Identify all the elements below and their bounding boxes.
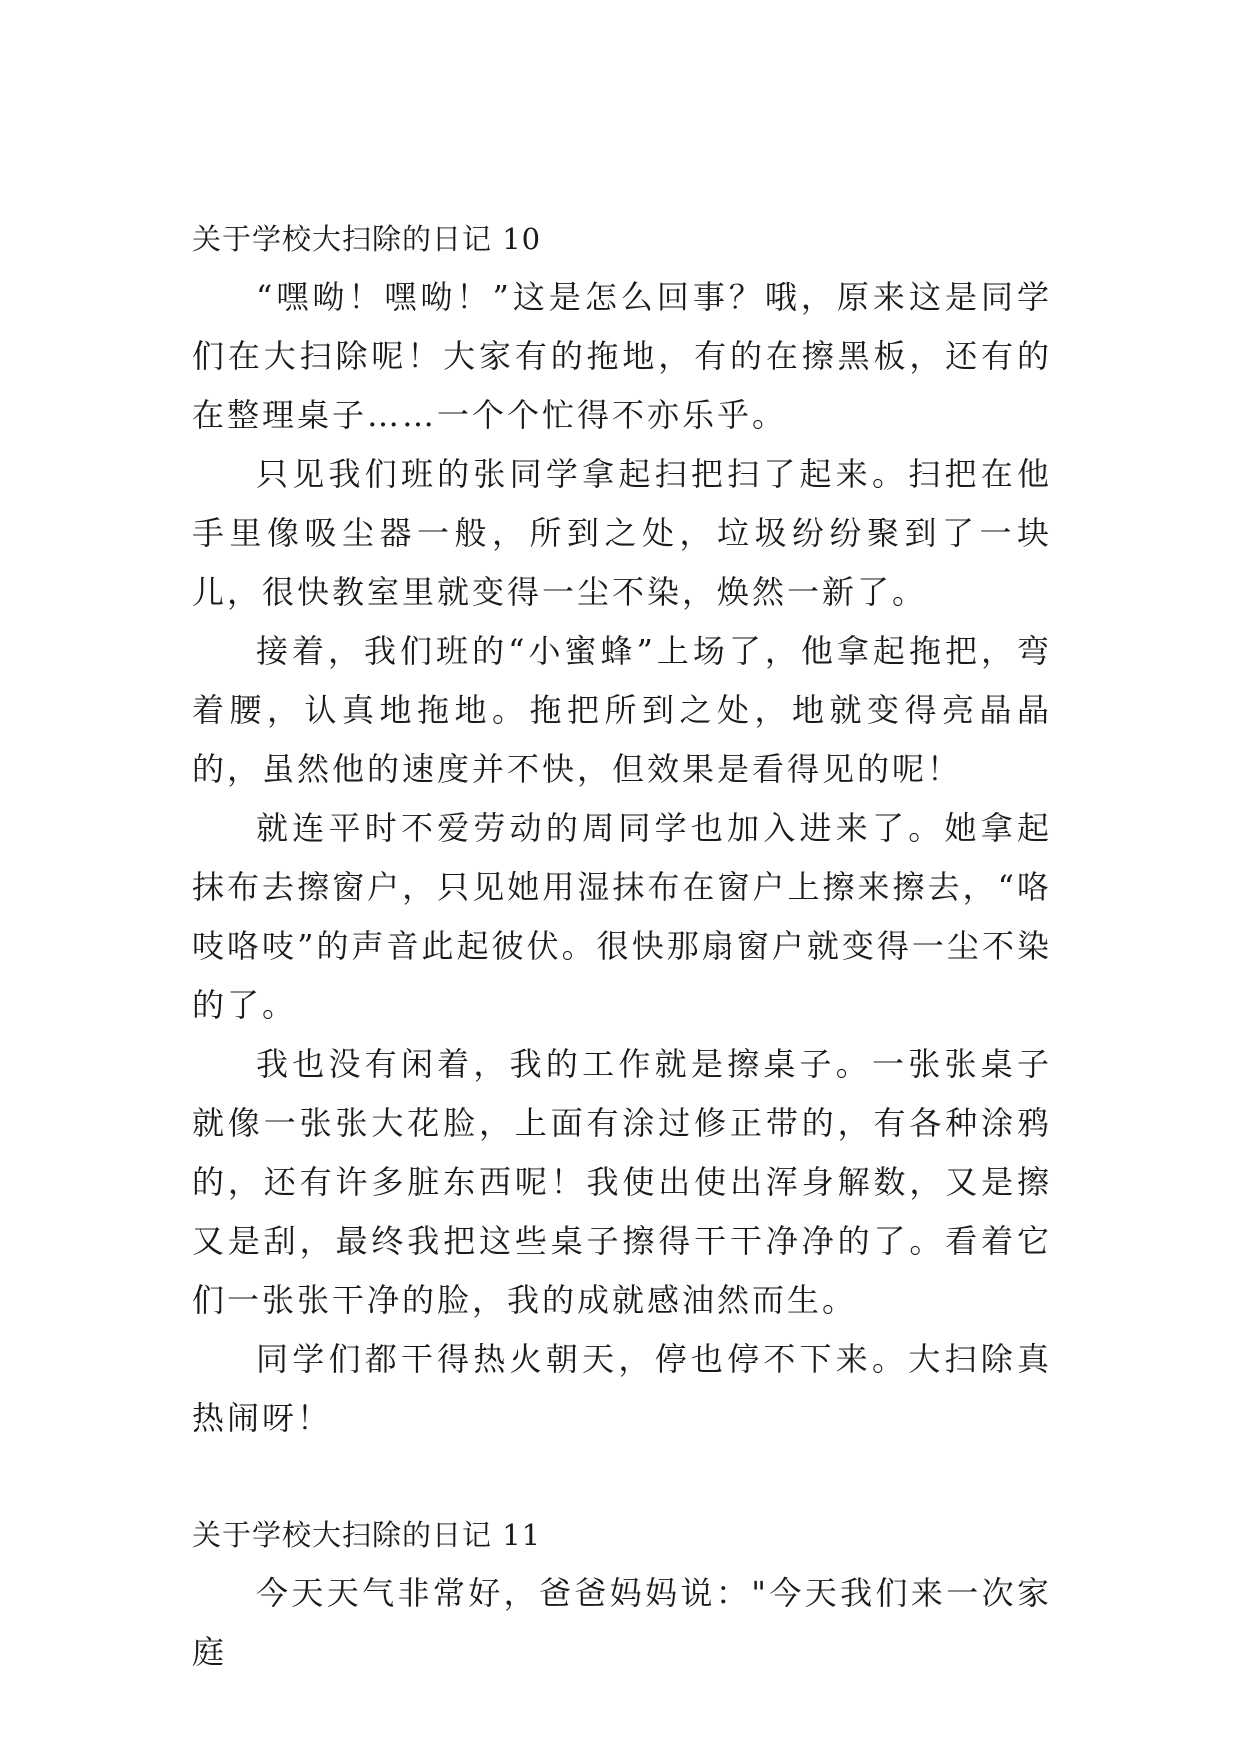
document-page (192, 210, 1052, 1682)
section-title: 关于学校大扫除的日记 10 (192, 222, 542, 256)
paragraph: “嘿呦！嘿呦！”这是怎么回事？哦，原来这是同学们在大扫除呢！大家有的拖地，有的在擦黑板，还有的在整理桌子……一个个忙得不亦乐乎。 (192, 278, 1052, 434)
paragraph: 只见我们班的张同学拿起扫把扫了起来。扫把在他手里像吸尘器一般，所到之处，垃圾纷纷聚到了一块儿，很快教室里就变得一尘不染，焕然一新了。 (192, 455, 1052, 611)
diary-section-10 (192, 210, 1052, 1448)
paragraph: 同学们都干得热火朝天，停也停不下来。大扫除真热闹呀！ (192, 1340, 1052, 1437)
section-divider (192, 1448, 1052, 1506)
diary-section-11 (192, 1506, 1052, 1682)
paragraph: 我也没有闲着，我的工作就是擦桌子。一张张桌子就像一张张大花脸，上面有涂过修正带的，有各种涂鸦的，还有许多脏东西呢！我使出使出浑身解数，又是擦又是刮，最终我把这些桌子擦得干干净净的了。看着它们一张张干净的脸，我的成就感油然而生。 (192, 1045, 1052, 1319)
section-title: 关于学校大扫除的日记 11 (192, 1518, 542, 1552)
paragraph: 今天天气非常好，爸爸妈妈说："今天我们来一次家庭 (192, 1574, 1052, 1671)
paragraph: 接着，我们班的“小蜜蜂”上场了，他拿起拖把，弯着腰，认真地拖地。拖把所到之处，地就变得亮晶晶的，虽然他的速度并不快，但效果是看得见的呢！ (192, 632, 1052, 788)
paragraph: 就连平时不爱劳动的周同学也加入进来了。她拿起抹布去擦窗户，只见她用湿抹布在窗户上擦来擦去，“咯吱咯吱”的声音此起彼伏。很快那扇窗户就变得一尘不染的了。 (192, 809, 1052, 1024)
